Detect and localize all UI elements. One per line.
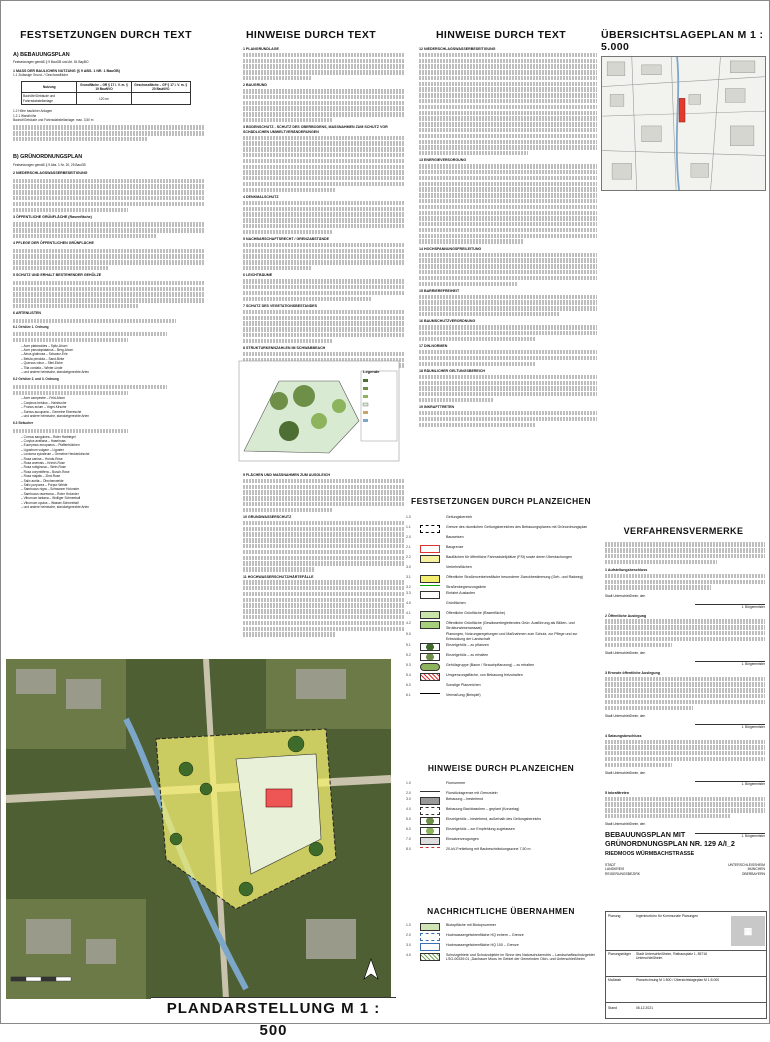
legend-symbol-icon: [420, 601, 440, 609]
legend-symbol-icon: [420, 693, 440, 697]
col2-header: HINWEISE DURCH TEXT: [245, 29, 377, 41]
section-a-heading: A) BEBAUUNGSPLAN: [13, 52, 70, 58]
hint-paragraph: 6 LEICHTBÄUME: [233, 273, 405, 301]
place-date-label: Stadt Unterschleißheim, den: [605, 822, 646, 827]
legend-row: 5.2 Einzelgehölz – zu erhalten: [406, 653, 596, 661]
species-item: – Salix aurita – Öhrchenweide: [21, 478, 64, 483]
legend-symbol-icon: [420, 791, 440, 795]
legend-symbol-icon: [420, 525, 440, 533]
species-item: – Euonymus europaeus – Pfaffenhütchen: [21, 443, 80, 448]
bezirk-label: REGIERUNGSBEZIRK: [605, 871, 641, 876]
col3-content: [419, 47, 597, 477]
legend-row: 8.0 20-kV-Freileitung mit Baubeschränkungszone 7,50 m: [406, 847, 531, 852]
verf-item: 3 Erneute öffentliche Auslegung Stadt Unterschleißheim, den 1. Bürgermeister: [605, 670, 765, 730]
verf-content: [605, 541, 765, 838]
p6-1: 6.1 Gehölze 1. Ordnung: [13, 324, 49, 329]
col1-header: FESTSETZUNGEN DURCH TEXT: [20, 29, 192, 41]
section-b-heading: B) GRÜNORDNUNGSPLAN: [13, 154, 83, 161]
hint-paragraph: 7 SCHUTZ DES VEGETATIONSBESTANDES: [233, 304, 405, 343]
legend-symbol-icon: [420, 575, 440, 583]
legend-row: 2.1 Baugrenze: [406, 545, 596, 553]
legend-row: 6.1 Vermaßung (Beispiel): [406, 693, 481, 698]
legend-row: 5.1 Einzelgehölz – zu pflanzen: [406, 643, 596, 651]
hint-paragraph: 13 ENERGIEVERSORGUNG: [419, 158, 597, 243]
legend-symbol-icon: [420, 565, 440, 573]
legend-symbol-icon: [420, 781, 440, 789]
stadt-label: STADT: [605, 863, 616, 867]
col3-items: [419, 47, 597, 427]
p1-2-1b: Bauhof/Gebäude und Fahrradabstellanlage: max. 3,50 m: [13, 118, 94, 123]
p3-title: 3 ÖFFENTLICHE GRÜNFLÄCHE (Rasenfläche): [13, 214, 92, 219]
admin-block: [605, 863, 765, 876]
plan-subtitle: RIEDMOOS WÜRMBACHSTRASSE: [605, 851, 695, 857]
verf-item: 1 Aufstellungsbeschluss Stadt Unterschleißheim, den 1. Bürgermeister: [605, 568, 765, 610]
legend-row: 2.0 Hochwassergefahrenfläche HQ extrem – Grenze: [406, 933, 596, 941]
legend-symbol-icon: [420, 643, 440, 651]
species-item: – Acer platanoides – Spitz-Ahorn: [21, 343, 68, 348]
legend-row: 2.0 Bauweisen: [406, 535, 596, 543]
species-item: – Betula pendula – Sand-Birke: [21, 356, 65, 361]
species-item: – Rosa majalis – Zimt-Rose: [21, 474, 61, 479]
legend-symbol-icon: [420, 953, 440, 961]
table-header: Grundfläche – GR § 17 i. V. m. § 19 BauNVO: [77, 81, 131, 93]
species-item: – und andere heimische, standortgerechte Arten: [21, 369, 90, 374]
verf-heading: VERFAHRENSVERMERKE: [623, 526, 744, 536]
legend-row: 5.0 Einzelgehölz – bestehend, außerhalb des Geltungsbereichs: [406, 817, 596, 825]
legend-row: 4.0 Grünflächen: [406, 601, 596, 609]
legend-symbol-icon: [420, 545, 440, 553]
legend-row: 3.0 Hochwassergefahrenfläche HQ 100 – Grenze: [406, 943, 596, 951]
legend-row: 4.0 Bebauung Bachbaschen – geplant (Konzelag): [406, 807, 596, 815]
species-item: – Quercus robur – Stiel-Eiche: [21, 361, 63, 366]
species-item: – Viburnum lantana – Wolliger Schneeball: [21, 496, 81, 501]
legend-row: 3.2 Straßenbegrenzungslinie: [406, 585, 486, 589]
stand-value: 06.12.2021: [636, 1006, 653, 1010]
p2-title: 2 NIEDERSCHLAGSWASSERBESEITIGUNG: [13, 171, 88, 176]
p6-3: 6.3 Sträucher: [13, 421, 34, 426]
species-item: – Acer campestre – Feld-Ahorn: [21, 396, 66, 401]
legend-row: 1.0 Geltungsbereich: [406, 515, 596, 523]
place-date-label: Stadt Unterschleißheim, den: [605, 771, 646, 776]
species-item: – Rosa rubiginosa – Wein-Rose: [21, 465, 66, 470]
table-header: Geschossfläche – GF § 17 i. V. m. § 20 BauNVO: [131, 81, 190, 93]
legend-symbol-icon: [420, 827, 440, 835]
table-cell: Bauhöfe/Gebäude und Fahrradabstellanlage: [22, 93, 77, 105]
planung-firm: Ingenieurbüro für Kommunale Planungen: [636, 914, 699, 918]
legend-row: 3.1 Öffentliche Straßenverkehrsfläche besonderer Zweckbestimmung (Geh- und Radweg): [406, 575, 596, 583]
plan-title: BEBAUUNGSPLAN MIT GRÜNORDNUNGSPLAN NR. 129 A/I_2: [605, 830, 735, 848]
plan-caption: PLANDARSTELLUNG M 1 : 500: [151, 997, 396, 1019]
col4-header: ÜBERSICHTSLAGEPLAN M 1 : 5.000: [601, 29, 764, 53]
legend-symbol-icon: [420, 591, 440, 599]
p1-2-1: 1.2.1 Wandhöhe: [13, 113, 37, 118]
species-item: – Lonicera xylosteum – Gemeine Heckenkirsche: [21, 452, 90, 457]
hint-paragraph: 4 DENKMALSCHUTZ: [233, 195, 405, 234]
planer-logo: ▦: [731, 916, 765, 946]
plan-symbols-heading: FESTSETZUNGEN DURCH PLANZEICHEN: [411, 496, 591, 506]
legend-row: 1.0 Flurnummer: [406, 781, 596, 789]
legend-symbol-icon: [420, 653, 440, 661]
landkreis-label: LANDKREIS: [605, 867, 625, 872]
massstab-value: Planzeichnung M 1:500 / Übersichtslageplan M 1:5.000: [636, 978, 720, 982]
legend-row: 5.4 Umgrenzungsfläche, von Bebauung freizuhalten: [406, 673, 596, 681]
title-block: [605, 911, 767, 1019]
legend-symbol-icon: [420, 837, 440, 845]
hint-paragraph: 11 HOCHWASSERSCHUTZ/HÄRTEFÄLLE: [233, 575, 405, 637]
table-header: Nutzung: [22, 81, 77, 93]
place-date-label: Stadt Unterschleißheim, den: [605, 651, 646, 655]
bezirk-value: OBERBAYERN: [741, 871, 765, 876]
hint-paragraph: 10 GRUNDWASSERSCHUTZ: [233, 515, 405, 571]
hint-paragraph: 1 PLANGRUNDLAGE: [233, 47, 405, 80]
legend-row: 7.0 Einsatzerzeugungen: [406, 837, 596, 845]
species-item: – Cornus sanguinea – Roter Hartriegel: [21, 434, 76, 439]
note-heading: NACHRICHTLICHE ÜBERNAHMEN: [427, 906, 575, 916]
legend-symbol-icon: [420, 555, 440, 563]
overview-map: [601, 56, 766, 191]
hint-paragraph: 16 BAUMSCHUTZVERORDNUNG: [419, 319, 597, 341]
col2-items: [233, 47, 405, 637]
stand-label: Stand: [608, 1006, 617, 1010]
table-cell: 120 m²: [77, 93, 131, 105]
col1-content: [13, 47, 205, 647]
verf-item: 2 Öffentliche Auslegung Stadt Unterschleißheim, den 1. Bürgermeister: [605, 613, 765, 667]
species-item: – Corylus avellana – Haselnuss: [21, 438, 66, 443]
p6-title: 6 ARTENLISTEN: [13, 311, 42, 316]
legend-row: 1.0 Biotopfläche mit Biotopnummer: [406, 923, 596, 931]
species-item: – Alnus glutinosa – Schwarz-Erle: [21, 352, 68, 357]
species-item: – Sorbus aucuparia – Gemeine Eberesche: [21, 409, 82, 414]
signature-line: 1. Bürgermeister: [695, 661, 765, 666]
place-date-label: Stadt Unterschleißheim, den: [605, 713, 646, 718]
species-item: – Acer pseudoplatanus – Berg-Ahorn: [21, 347, 74, 352]
legend-symbol-icon: [420, 621, 440, 629]
legend-symbol-icon: [420, 611, 440, 619]
species-item: – Sambucus racemosa – Roter Holunder: [21, 491, 79, 496]
legend-symbol-icon: [420, 797, 440, 805]
species-list-1: [13, 344, 205, 375]
legend-symbol-icon: [420, 632, 440, 640]
verf-item: 4 Satzungsbeschluss Stadt Unterschleißheim, den 1. Bürgermeister: [605, 733, 765, 787]
note-list: [406, 921, 596, 1021]
legend-row: 1.1 Grenze des räumlichen Geltungsbereiches des Bebauungsplanes mit Grünordnungsplan: [406, 525, 596, 533]
legend-row: 2.2 Bauflächen für öffentliche Fahrradstellplätze (FSt) sowie deren Überdachungen: [406, 555, 596, 563]
species-item: – Rosa arvensis – Kriech-Rose: [21, 460, 65, 465]
legend-symbol-icon: [420, 683, 440, 691]
planungstraeger-label: Planungsträger: [608, 952, 631, 956]
species-list-2: [13, 396, 205, 418]
legend-row: 3.3 Einfahrt Auslaufen: [406, 591, 596, 599]
species-item: – Rosa canina – Hunds-Rose: [21, 456, 63, 461]
legend-row: 3.0 Bebauung – bestehend: [406, 797, 596, 805]
plan-symbols-list: [406, 513, 596, 753]
section-a-sub: Festsetzungen gemäß § 9 BauGB und Art. 81 BayBO: [13, 60, 89, 65]
stadt-value: UNTERSCHLEISSHEIM: [728, 863, 765, 867]
hint-paragraph: 2 BAUGRUND: [233, 83, 405, 122]
hint-paragraph: 8 STRUKTURKENNZAHLEN IM SCHWABBEACH: [233, 346, 405, 470]
legend-row: 6.0 Sonstige Planzeichen: [406, 683, 596, 691]
col2-content: [233, 47, 405, 647]
hint-paragraph: 12 NIEDERSCHLAGSWASSERBESEITIGUNG: [419, 47, 597, 155]
hint-paragraph: 19 INKRAFTTRETEN: [419, 405, 597, 427]
legend-symbol-icon: [420, 535, 440, 543]
hint-symbols-heading: HINWEISE DURCH PLANZEICHEN: [427, 763, 575, 773]
p1-title: 1 MASS DER BAULICHEN NUTZUNG (§ 9 ABS. 1 NR. 1 BauGB): [13, 68, 120, 73]
section-b-sub: Festsetzungen gemäß § 9 Abs. 1 Nr. 20, 25 BauGB: [13, 162, 86, 167]
species-item: – und andere heimische, standortgerechte Arten: [21, 505, 90, 510]
massstab-label: Maßstab: [608, 978, 622, 982]
species-item: – Salix purpurea – Purpur-Weide: [21, 483, 68, 488]
legend-symbol-icon: [420, 847, 440, 851]
legend-symbol-icon: [420, 807, 440, 815]
signature-line: 1. Bürgermeister: [695, 724, 765, 729]
p1-1: 1.1 Zulässige Grund- / Geschossfläche: [13, 73, 69, 78]
species-item: – Rosa corymbifera – Busch-Rose: [21, 469, 70, 474]
plan-drawing: [6, 659, 391, 999]
legend-row: 5.0 Planungen, Nutzungsregelungen und Maßnahmen zum Schutz, zur Pflege und zur Entwicklung der Landschaft: [406, 632, 578, 641]
legend-row: 6.0 Einzelgehölz – zur Empfehlung zugelassen: [406, 827, 596, 835]
legend-symbol-icon: [420, 817, 440, 825]
species-item: – und andere heimische, standortgerechte Arten: [21, 413, 90, 418]
hint-paragraph: 3 BODENSCHUTZ - SCHUTZ DES OBERBODENS, MASSNAHMEN ZUM SCHUTZ VOR SCHÄDLICHEN UMWELTVERÄNDERUNGEN: [233, 125, 405, 192]
legend-row: 4.2 Öffentliche Grünfläche (Gewässerbegleitendes Grün: Ausführung als Blüten- und Strukturwiesenansaat): [406, 621, 575, 630]
legend-row: 5.3 Gehölzgruppe (Baum / Strauchpflanzung) – zu erhalten: [406, 663, 596, 671]
legend-symbol-icon: [420, 923, 440, 931]
species-item: – Ligustrum vulgare – Liguster: [21, 447, 64, 452]
legend-row: 3.0 Verkehrsflächen: [406, 565, 596, 573]
legend-row: 4.0 Schutzgebiete und Schutzobjekte im Sinne des Naturschutzrechts – Landschaftsschutzgebiet LSG-00339.01 „Dachauer Moos im Gebiet der Gemeinden Olch- und Unterschleißheim: [406, 953, 595, 962]
legend-title: Legende: [363, 369, 380, 374]
hint-paragraph: 18 RÄUMLICHER GELTUNGSBEREICH: [419, 369, 597, 402]
legend-symbol-icon: [420, 673, 440, 681]
legend-symbol-icon: [420, 933, 440, 941]
planting-sketch: [239, 361, 399, 461]
signature-line: 1. Bürgermeister: [695, 604, 765, 609]
legend-row: 2.0 Flurstücksgrenze mit Grenzstein: [406, 791, 498, 795]
place-date-label: Stadt Unterschleißheim, den: [605, 593, 646, 598]
species-item: – Tilia cordata – Winter-Linde: [21, 365, 63, 370]
legend-symbol-icon: [420, 585, 440, 589]
hint-paragraph: 9 FLÄCHEN UND MASSNAHMEN ZUM AUSGLEICH: [233, 473, 405, 512]
verf-item: 5 Inkrafttreten Stadt Unterschleißheim, den 1. Bürgermeister: [605, 790, 765, 838]
species-item: – Viburnum opulus – Wasser-Schneeball: [21, 500, 79, 505]
legend-symbol-icon: [420, 943, 440, 951]
hint-paragraph: 15 BARRIEREFREIHEIT: [419, 289, 597, 317]
species-item: – Prunus avium – Vogel-Kirsche: [21, 405, 67, 410]
signature-line: 1. Bürgermeister: [695, 833, 765, 838]
landkreis-value: MÜNCHEN: [747, 867, 765, 872]
planung-label: Planung: [608, 914, 621, 918]
hint-paragraph: 14 HOCHSPANNUNGSFREILEITUNG: [419, 247, 597, 286]
species-list-3: [13, 435, 205, 510]
table-cell: [131, 93, 190, 105]
gr-gf-table: [21, 81, 191, 106]
hint-symbols-list: [406, 779, 596, 899]
p4-title: 4 PFLEGE DER ÖFFENTLICHEN GRÜNFLÄCHE: [13, 241, 94, 246]
legend-symbol-icon: [420, 663, 440, 671]
p6-2: 6.2 Gehölze 2. und 3. Ordnung: [13, 377, 59, 382]
p1-2: 1.2 Höhe baulicher Anlagen: [13, 109, 53, 114]
species-item: – Carpinus betulus – Hainbuche: [21, 400, 67, 405]
hint-paragraph: 5 NACHBARSCHAFTSRECHT / GRENZABSTÄNDE: [233, 237, 405, 270]
p5-title: 5 SCHUTZ UND ERHALT BESTEHENDER GEHÖLZE: [13, 273, 102, 278]
col3-header: HINWEISE DURCH TEXT: [435, 29, 567, 41]
traeger-value: Stadt Unterschleißheim, Rathausplatz 1, 85716 Unterschleißheim: [636, 952, 708, 960]
legend-symbol-icon: [420, 515, 440, 523]
species-item: – Sambucus nigra – Schwarzer Holunder: [21, 487, 80, 492]
signature-line: 1. Bürgermeister: [695, 781, 765, 786]
legend-row: 4.1 Öffentliche Grünfläche (Rasenfläche): [406, 611, 596, 619]
hint-paragraph: 17 DIN-NORMEN: [419, 344, 597, 366]
